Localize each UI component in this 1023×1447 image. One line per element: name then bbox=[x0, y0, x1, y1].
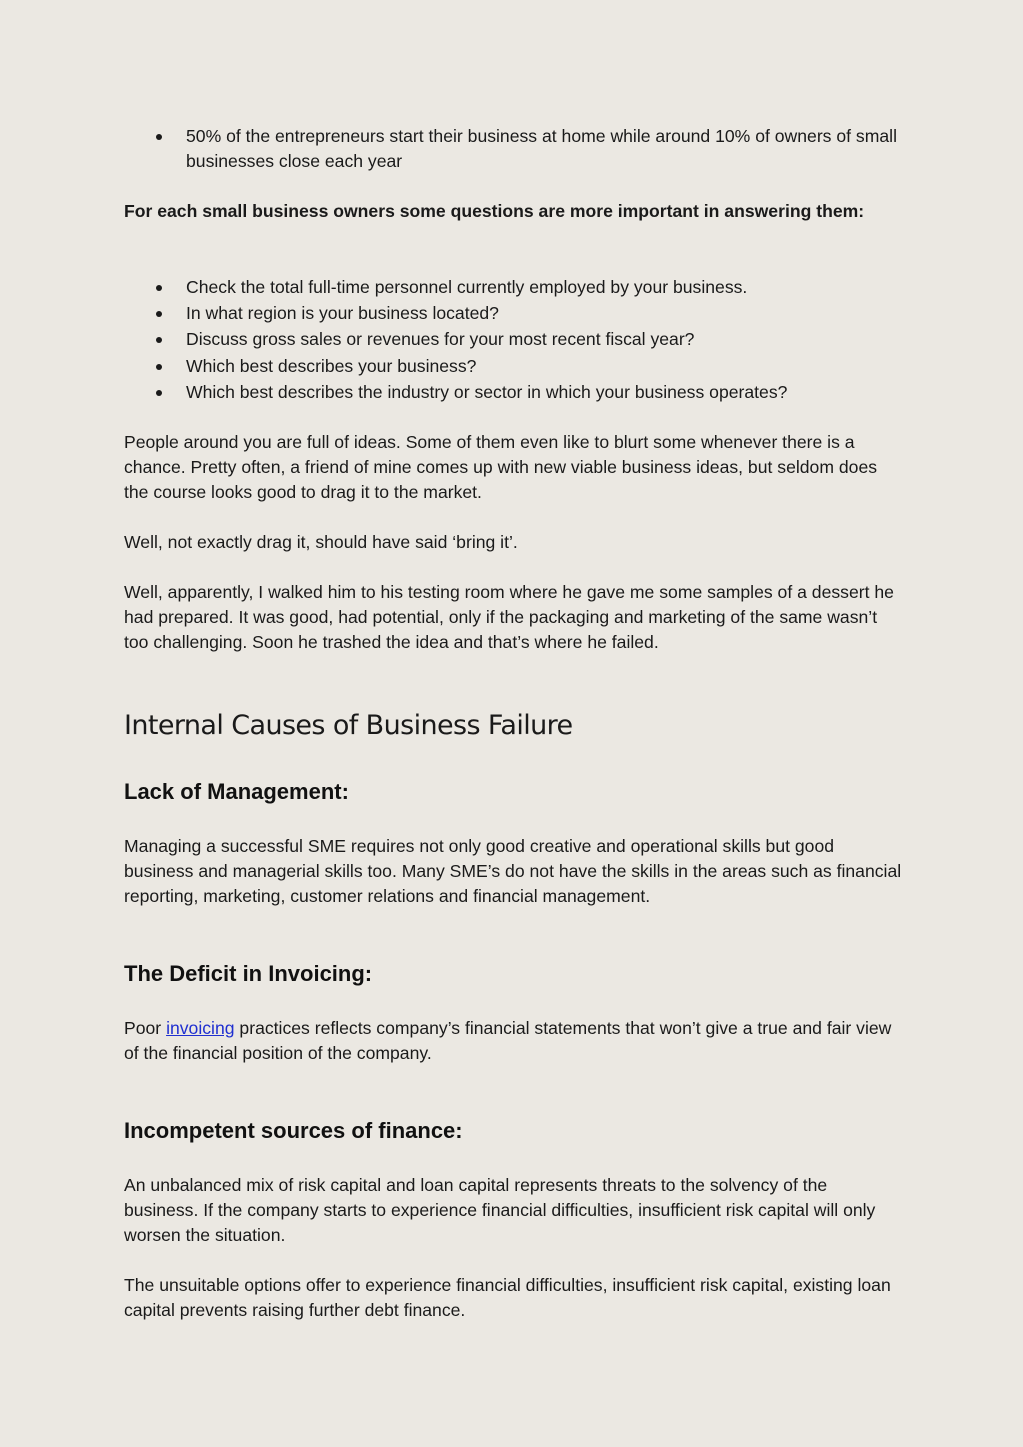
invoicing-text-before: Poor bbox=[124, 1018, 167, 1038]
list-item-text: In what region is your business located? bbox=[186, 303, 499, 324]
list-item-text: 50% of the entrepreneurs start their business at home while around 10% of owners of small businesses close each year bbox=[186, 126, 897, 171]
dessert-paragraph: Well, apparently, I walked him to his testing room where he gave me some samples of a dessert he had prepared. It was good, had potential, only if the packaging and marketing of the same wasn’t too challenging. Soon he trashed the idea and that’s where he failed. bbox=[124, 582, 894, 652]
ideas-paragraph: People around you are full of ideas. Some of them even like to blurt some whenever there is a chance. Pretty often, a friend of mine comes up with new viable business ideas, but seldom does the course looks good to drag it to the market. bbox=[124, 432, 878, 502]
question-bullet-list bbox=[124, 275, 904, 406]
list-item-text: Check the total full-time personnel currently employed by your business. bbox=[186, 277, 748, 297]
finance-paragraph-2: The unsuitable options offer to experience financial difficulties, insufficient risk capital, existing loan capital prevents raising further debt finance. bbox=[124, 1275, 891, 1320]
list-item bbox=[124, 354, 904, 380]
management-paragraph: Managing a successful SME requires not only good creative and operational skills but good business and managerial skills too. Many SME’s do not have the skills in the areas such as financial reporting, marketing, customer relations and financial management. bbox=[124, 836, 902, 906]
list-item bbox=[124, 301, 904, 327]
questions-heading: For each small business owners some questions are more important in answering them: bbox=[124, 201, 865, 221]
list-item bbox=[124, 327, 904, 353]
list-item bbox=[124, 380, 904, 406]
finance-heading: Incompetent sources of finance: bbox=[124, 1118, 463, 1143]
bullet-icon bbox=[156, 311, 162, 317]
list-item-text: Which best describes your business? bbox=[186, 355, 477, 376]
management-heading: Lack of Management: bbox=[124, 779, 349, 804]
drag-paragraph: Well, not exactly drag it, should have said ‘bring it’. bbox=[124, 532, 518, 552]
list-item bbox=[124, 124, 904, 174]
bullet-icon bbox=[156, 285, 162, 291]
invoicing-paragraph bbox=[124, 1016, 904, 1066]
list-item-text: Discuss gross sales or revenues for your most recent fiscal year? bbox=[186, 329, 695, 350]
invoicing-text-after: practices reflects company’s financial statements that won’t give a true and fair view of the financial position of the company. bbox=[124, 1018, 892, 1063]
bullet-icon bbox=[156, 364, 162, 370]
section-title: Internal Causes of Business Failure bbox=[124, 710, 573, 741]
intro-bullet-list bbox=[124, 124, 904, 174]
bullet-icon bbox=[156, 134, 162, 140]
invoicing-link[interactable]: invoicing bbox=[166, 1018, 235, 1038]
list-item bbox=[124, 275, 904, 301]
bullet-icon bbox=[156, 390, 162, 396]
finance-paragraph-1: An unbalanced mix of risk capital and loan capital represents threats to the solvency of the business. If the company starts to experience financial difficulties, insufficient risk capital will only worsen the situation. bbox=[124, 1175, 876, 1245]
list-item-text: Which best describes the industry or sector in which your business operates? bbox=[186, 381, 788, 402]
bullet-icon bbox=[156, 337, 162, 343]
invoicing-heading: The Deficit in Invoicing: bbox=[124, 961, 373, 986]
